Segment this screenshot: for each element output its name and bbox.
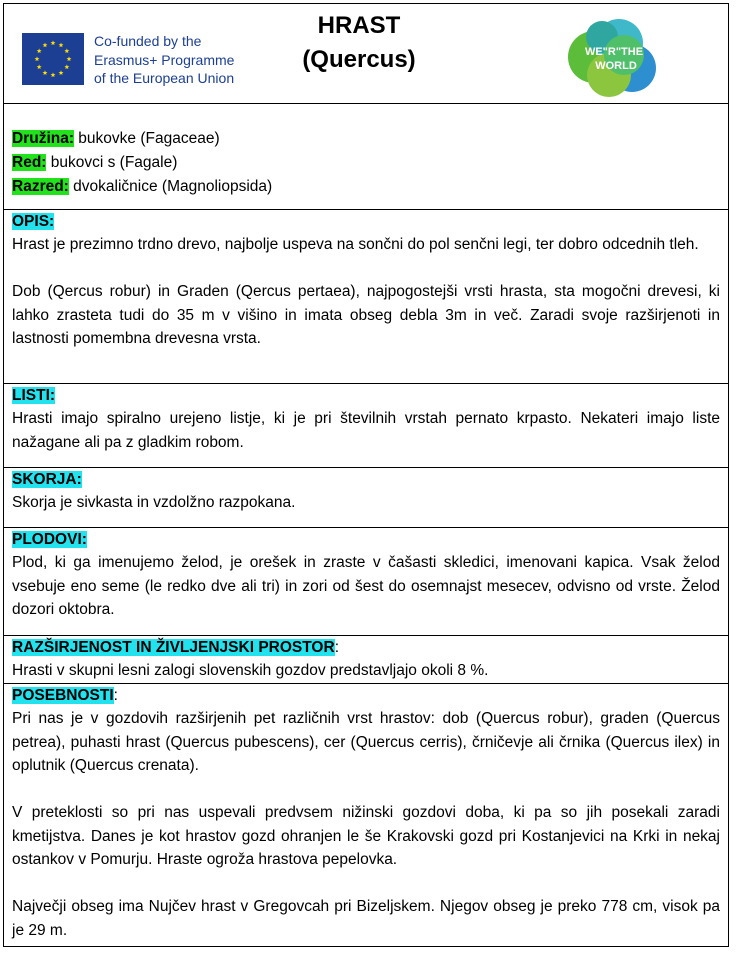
family-line: [12, 127, 720, 151]
logo-text-line2: WORLD: [595, 60, 637, 72]
title-line2: (Quercus): [302, 46, 416, 73]
taxonomy-row: [4, 104, 728, 210]
section-skorja: [4, 468, 728, 528]
document-sheet: [3, 3, 729, 947]
eu-cofunded-text: [94, 32, 234, 88]
class-value: dvokaličnice (Magnoliopsida): [68, 178, 273, 195]
eu-flag-icon: [22, 33, 84, 85]
section-posebnosti: [4, 684, 728, 948]
posebnosti-paragraph-1: Pri nas je v gozdovih razširjenih pet različnih vrst hrastov: dob (Quercus robur), graden (Quercus petrea), puhasti hrast (Quercus pubescens), cer (Quercus cerris), črničevje ali črnika (Quercus ilex) in oplutnik (Quercus crenata).: [12, 710, 720, 774]
plodovi-paragraph-1: Plod, ki ga imenujemo želod, je orešek in zraste v čašasti skledici, imenovani kapica. Vsak želod vsebuje eno seme (le redko dve ali tri) in zori od šest do osemnajst mesecev, odvisno od vrste. Želod dozori oktobra.: [12, 554, 720, 618]
posebnosti-paragraph-2: V preteklosti so pri nas uspevali predvsem nižinski gozdovi doba, ki pa so jih posekali zaradi kmetijstva. Danes je kot hrastov gozd ohranjen le še Krakovski gozd pri Kostanjevici na Krki in nekaj ostankov v Pomurju. Hraste ogroža hrastova pepelovka.: [12, 804, 720, 868]
skorja-heading: SKORJA:: [12, 471, 82, 488]
listi-content: [12, 385, 720, 454]
class-label: Razred:: [12, 178, 69, 195]
section-razsirjenost: [4, 636, 728, 684]
listi-paragraph-1: Hrasti imajo spiralno urejeno listje, ki je pri številnih vrstah pernato krpasto. Nekateri imajo liste nažagane ali pa z gladkim robom.: [12, 410, 720, 451]
eu-text-line3: of the European Union: [94, 70, 235, 86]
class-line: [12, 175, 720, 199]
order-label: Red:: [12, 154, 47, 171]
logo-text-line1: WE"R"THE: [584, 46, 644, 58]
opis-content: [12, 211, 720, 351]
opis-heading: OPIS:: [12, 213, 55, 230]
we-r-the-world-logo: [564, 13, 664, 101]
razsirjenost-paragraph-1: Hrasti v skupni lesni zalogi slovenskih gozdov predstavljajo okoli 8 %.: [12, 662, 489, 679]
listi-heading: LISTI:: [12, 387, 56, 404]
order-value: bukovci s (Fagale): [46, 154, 178, 171]
razsirjenost-colon: :: [334, 639, 339, 656]
taxonomy-block: [12, 127, 720, 199]
posebnosti-colon: :: [113, 687, 118, 704]
posebnosti-heading: POSEBNOSTI: [12, 687, 114, 704]
eu-text-line2: Erasmus+ Programme: [94, 51, 235, 68]
plodovi-heading: PLODOVI:: [12, 531, 87, 548]
skorja-content: [12, 469, 720, 515]
razsirjenost-heading: RAZŠIRJENOST IN ŽIVLJENJSKI PROSTOR: [12, 639, 335, 656]
posebnosti-paragraph-3: Največji obseg ima Nujčev hrast v Gregovcah pri Bizeljskem. Njegov obseg je preko 778 cm, visok pa je 29 m.: [12, 898, 720, 939]
section-opis: [4, 210, 728, 384]
opis-paragraph-2: Dob (Qercus robur) in Graden (Qercus pertaea), najpogostejši vrsti hrasta, sta mogočni drevesi, ki lahko zrasteta tudi do 35 m v višino in imata obseg debla 3m in več. Zaradi svoje razširjenoti in lastnosti pomembna drevesna vrsta.: [12, 283, 720, 347]
razsirjenost-content: [12, 637, 720, 683]
family-value: bukovke (Fagaceae): [74, 130, 220, 147]
title-line1: HRAST: [317, 12, 401, 39]
section-listi: [4, 384, 728, 468]
eu-text-line1: Co-funded by the: [94, 33, 202, 49]
opis-paragraph-1: Hrast je prezimno trdno drevo, najbolje uspeva na sončni do pol senčni legi, ter dobro odcednih tleh.: [12, 236, 699, 253]
skorja-paragraph-1: Skorja je sivkasta in vzdolžno razpokana.: [12, 494, 296, 511]
posebnosti-content: [12, 685, 720, 942]
plodovi-content: [12, 529, 720, 622]
header-row: [4, 4, 728, 104]
section-plodovi: [4, 528, 728, 636]
family-label: Družina:: [12, 130, 74, 147]
page-title: [274, 9, 444, 77]
order-line: [12, 151, 720, 175]
